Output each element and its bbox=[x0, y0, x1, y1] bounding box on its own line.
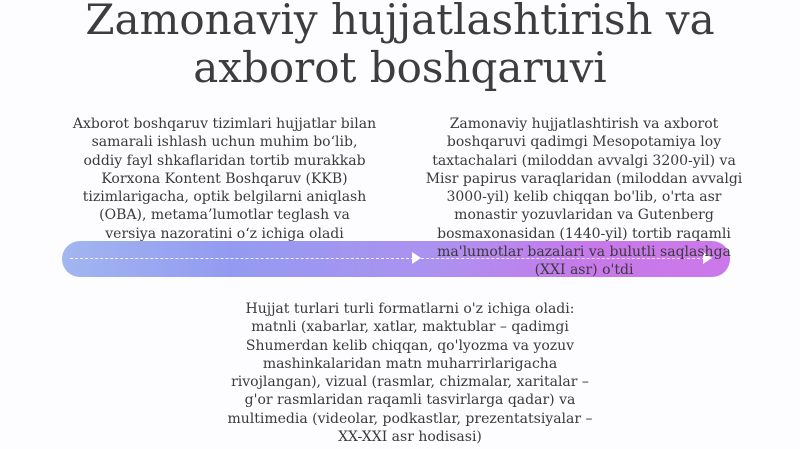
title-line-1: Zamonaviy hujjatlashtirish va bbox=[85, 0, 715, 44]
bottom-text-block: Hujjat turlari turli formatlarni o'z ichiga oladi: matnli (xabarlar, xatlar, maktublar – qadimgi Shumerdan kelib chiqqan, qo'lyozma va yozuv mashinkalaridan matn muharrirlarigacha rivojlangan), vizual (rasmlar, chizmalar, xaritalar – g'or rasmlaridan raqamli tasvirlarga qadar) va multimedia (videolar, podkastlar, prezentatsiyalar – XX-XXI asr hodisasi) bbox=[227, 301, 593, 446]
title-line-2: axborot boshqaruvi bbox=[193, 43, 607, 92]
left-text-block: Axborot boshqaruv tizimlari hujjatlar bilan samarali ishlash uchun muhim bo‘lib, oddiy fayl shkaflaridan tortib murakkab Korxona Kontent Boshqaruv (KKB) tizimlarigacha, optik belgilarni aniqlash (OBA), metama’lumotlar teglash va versiya nazoratini o‘z ichiga oladi bbox=[72, 116, 377, 242]
page-title bbox=[0, 0, 800, 92]
right-text-block: Zamonaviy hujjatlashtirish va axborot boshqaruvi qadimgi Mesopotamiya loy taxtachalari (miloddan avvalgi 3200-yil) va Misr papirus varaqlaridan (miloddan avvalgi 3000-yil) kelib chiqqan bo'lib, o'rta asr monastir yozuvlaridan va Gutenberg bosmaxonasidan (1440-yil) tortib raqamli ma'lumotlar bazalari va bulutli saqlashga (XXI asr) o'tdi bbox=[425, 116, 743, 279]
